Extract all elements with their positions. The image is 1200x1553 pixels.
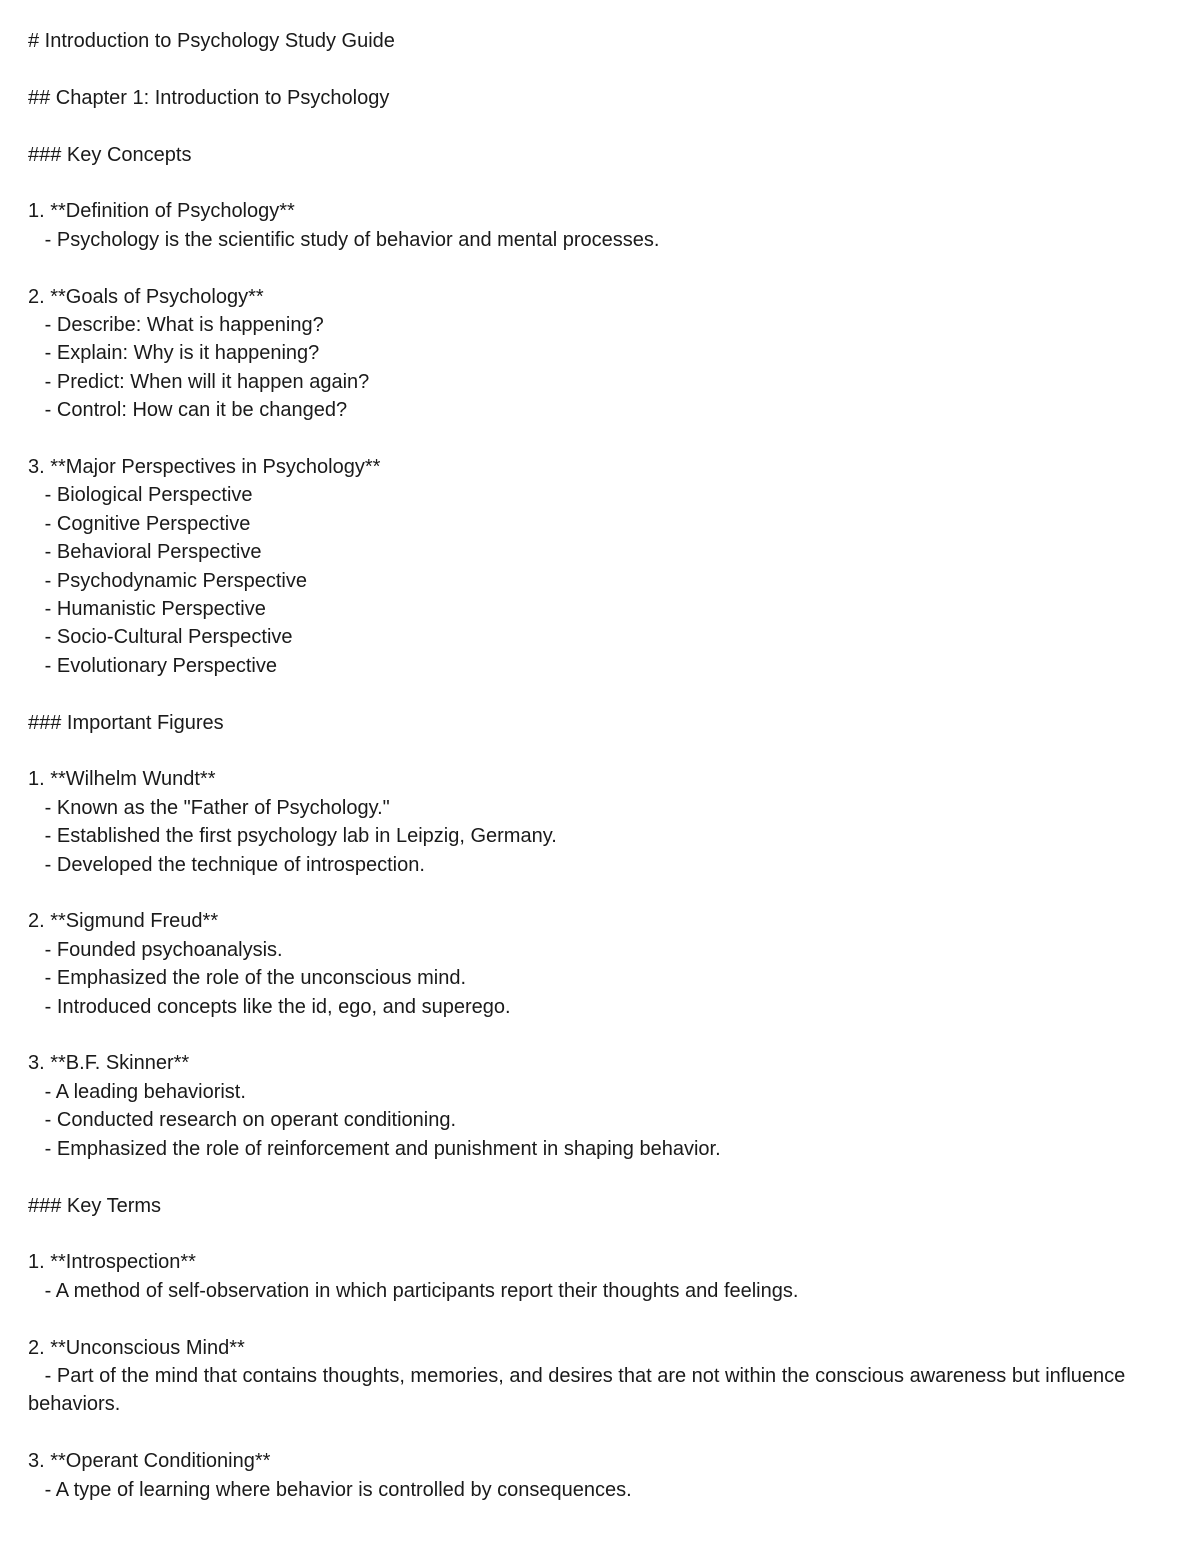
list-item-point: - Known as the "Father of Psychology.": [28, 796, 390, 819]
list-item-title: 1. **Definition of Psychology**: [28, 200, 295, 223]
list-item-point: - Developed the technique of introspection.: [28, 853, 425, 876]
list-item-point: - A leading behaviorist.: [28, 1080, 246, 1103]
list-item-point: - Cognitive Perspective: [28, 512, 251, 535]
chapter-heading: ## Chapter 1: Introduction to Psychology: [28, 86, 390, 109]
spacer: [28, 680, 1173, 708]
list-item-title: 2. **Unconscious Mind**: [28, 1336, 245, 1359]
list-item-point: - Part of the mind that contains thoughts, memories, and desires that are not within the conscious awareness but influence behaviors.: [28, 1364, 1131, 1416]
list-item-point: - Explain: Why is it happening?: [28, 342, 320, 365]
spacer: [28, 1419, 1173, 1447]
list-item-point: - Describe: What is happening?: [28, 314, 324, 336]
spacer: [28, 169, 1173, 197]
list-item-point: - Control: How can it be changed?: [28, 399, 348, 422]
list-item-point: - Humanistic Perspective: [28, 598, 266, 621]
spacer: [28, 879, 1173, 907]
spacer: [28, 737, 1173, 765]
list-item-point: - A method of self-observation in which participants report their thoughts and feelings.: [28, 1279, 799, 1302]
list-item-point: - Psychology is the scientific study of behavior and mental processes.: [28, 228, 660, 251]
section-heading-key-terms: ### Key Terms: [28, 1194, 162, 1217]
spacer: [28, 1305, 1173, 1333]
list-item-title: 1. **Introspection**: [28, 1251, 196, 1274]
list-item-point: - Psychodynamic Perspective: [28, 569, 307, 592]
list-item-point: - A type of learning where behavior is controlled by consequences.: [28, 1478, 632, 1501]
list-item-title: 2. **Goals of Psychology**: [28, 285, 264, 308]
list-item-point: - Evolutionary Perspective: [28, 654, 277, 677]
document-title: # Introduction to Psychology Study Guide: [28, 30, 395, 52]
section-heading-important-figures: ### Important Figures: [28, 711, 224, 734]
list-item-point: - Conducted research on operant conditioning.: [28, 1109, 457, 1132]
list-item-title: 3. **B.F. Skinner**: [28, 1052, 190, 1075]
spacer: [28, 254, 1173, 282]
list-item-point: - Introduced concepts like the id, ego, and superego.: [28, 995, 511, 1018]
spacer: [28, 1021, 1173, 1049]
list-item-point: - Predict: When will it happen again?: [28, 370, 370, 393]
list-item-point: - Emphasized the role of the unconscious mind.: [28, 967, 467, 990]
list-item-point: - Emphasized the role of reinforcement and punishment in shaping behavior.: [28, 1137, 721, 1160]
list-item-title: 2. **Sigmund Freud**: [28, 910, 219, 933]
list-item-point: - Established the first psychology lab in Leipzig, Germany.: [28, 825, 557, 848]
list-item-point: - Founded psychoanalysis.: [28, 938, 283, 961]
list-item-point: - Behavioral Perspective: [28, 541, 262, 564]
spacer: [28, 112, 1173, 140]
list-item-title: 1. **Wilhelm Wundt**: [28, 768, 216, 791]
spacer: [28, 1220, 1173, 1248]
spacer: [28, 1163, 1173, 1191]
document-body: [28, 27, 1173, 1504]
spacer: [28, 55, 1173, 83]
list-item-point: - Socio-Cultural Perspective: [28, 626, 293, 649]
list-item-point: - Biological Perspective: [28, 484, 253, 507]
spacer: [28, 425, 1173, 453]
list-item-title: 3. **Operant Conditioning**: [28, 1450, 271, 1473]
section-heading-key-concepts: ### Key Concepts: [28, 143, 192, 166]
list-item-title: 3. **Major Perspectives in Psychology**: [28, 456, 381, 479]
